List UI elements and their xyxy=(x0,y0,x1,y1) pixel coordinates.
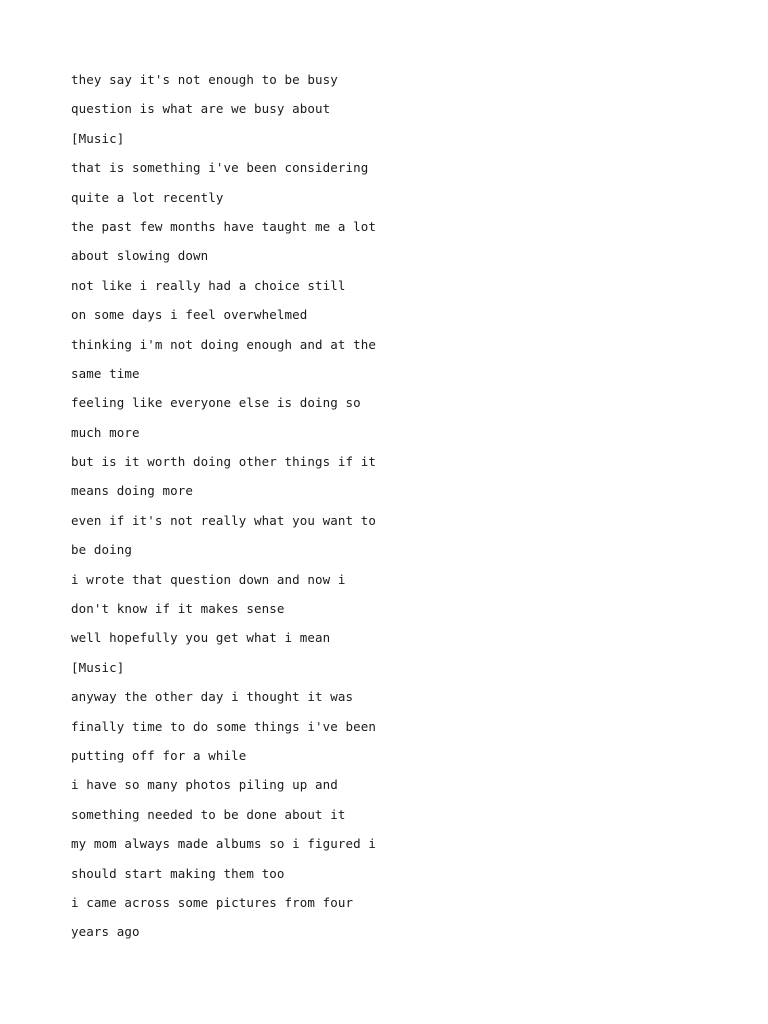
transcript-line: feeling like everyone else is doing so xyxy=(71,395,361,411)
transcript-line: same time xyxy=(71,365,140,381)
transcript-line: not like i really had a choice still xyxy=(71,277,346,293)
transcript-line: putting off for a while xyxy=(71,747,247,763)
transcript-line: means doing more xyxy=(71,483,194,499)
transcript-line: i wrote that question down and now i xyxy=(71,571,346,587)
transcript-page xyxy=(71,68,711,950)
transcript-line: thinking i'm not doing enough and at the xyxy=(71,336,377,352)
transcript-line: i have so many photos piling up and xyxy=(71,777,338,793)
transcript-line: quite a lot recently xyxy=(71,189,224,205)
transcript-line: the past few months have taught me a lot xyxy=(71,218,377,234)
transcript-line: about slowing down xyxy=(71,248,209,264)
transcript-line: finally time to do some things i've been xyxy=(71,718,377,734)
transcript-line: anyway the other day i thought it was xyxy=(71,689,354,705)
transcript-line: years ago xyxy=(71,924,140,940)
transcript-line: [Music] xyxy=(71,659,125,675)
transcript-line: question is what are we busy about xyxy=(71,101,331,117)
transcript-line: but is it worth doing other things if it xyxy=(71,454,377,470)
transcript-line: even if it's not really what you want to xyxy=(71,512,377,528)
transcript-line: don't know if it makes sense xyxy=(71,601,285,617)
transcript-line: that is something i've been considering xyxy=(71,160,369,176)
transcript-line: well hopefully you get what i mean xyxy=(71,630,331,646)
transcript-line: my mom always made albums so i figured i xyxy=(71,836,377,852)
transcript-line: much more xyxy=(71,424,140,440)
transcript-line: should start making them too xyxy=(71,865,285,881)
transcript-line: something needed to be done about it xyxy=(71,806,346,822)
transcript-line: i came across some pictures from four xyxy=(71,894,354,910)
transcript-line: [Music] xyxy=(71,130,125,146)
transcript-line: be doing xyxy=(71,542,133,558)
transcript-line: they say it's not enough to be busy xyxy=(71,72,338,87)
transcript-line: on some days i feel overwhelmed xyxy=(71,307,308,323)
